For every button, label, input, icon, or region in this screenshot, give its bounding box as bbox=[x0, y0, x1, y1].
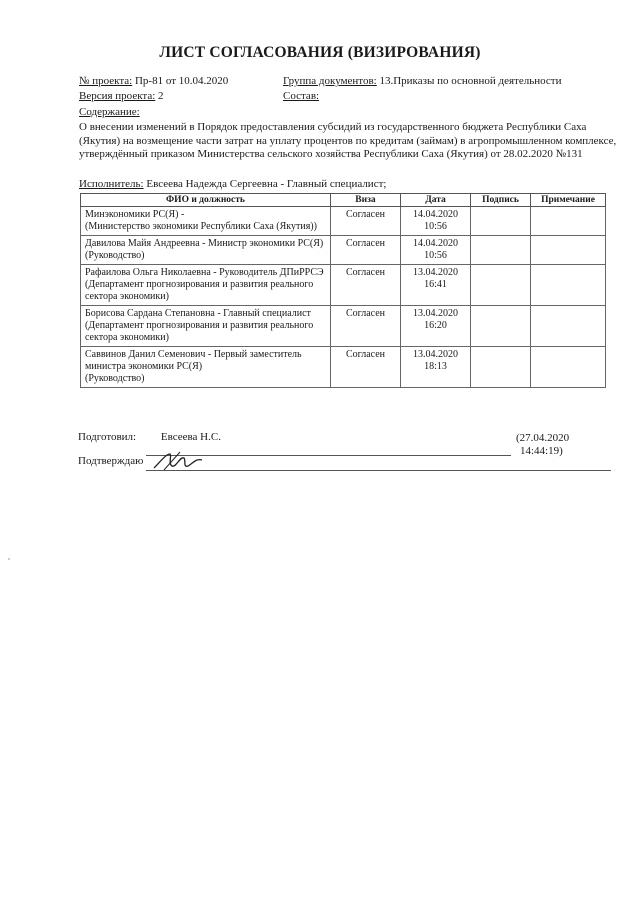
approver-name bbox=[81, 347, 331, 388]
note-cell bbox=[531, 306, 606, 347]
approver-name bbox=[81, 207, 331, 236]
visa-cell: Согласен bbox=[331, 265, 401, 306]
prepared-by bbox=[78, 431, 221, 443]
project-number bbox=[79, 75, 228, 87]
document-group-value: 13.Приказы по основной деятельности bbox=[379, 75, 562, 87]
approval-table bbox=[80, 193, 606, 388]
date-cell bbox=[401, 236, 471, 265]
visa-cell: Согласен bbox=[331, 306, 401, 347]
composition bbox=[283, 90, 319, 102]
approval-time: 18:13 bbox=[424, 361, 447, 372]
approver-department: (Департамент прогнозирования и развития реального сектора экономики) bbox=[85, 320, 314, 343]
approver-position: Саввинов Данил Семенович - Первый заместитель министра экономики РС(Я) bbox=[85, 349, 302, 372]
date-cell bbox=[401, 207, 471, 236]
scan-speck bbox=[8, 558, 10, 560]
signature-cell bbox=[471, 236, 531, 265]
document-title: ЛИСТ СОГЛАСОВАНИЯ (ВИЗИРОВАНИЯ) bbox=[159, 44, 481, 61]
visa-cell: Согласен bbox=[331, 347, 401, 388]
prepared-value: Евсеева Н.С. bbox=[160, 431, 221, 443]
approver-position: Рафаилова Ольга Николаевна - Руководитель ДПиРРСЭ bbox=[85, 267, 324, 278]
approve-label: Подтверждаю bbox=[78, 455, 144, 467]
header-name: ФИО и должность bbox=[81, 194, 331, 207]
header-signature: Подпись bbox=[471, 194, 531, 207]
table-row bbox=[81, 306, 606, 347]
executor-value: Евсеева Надежда Сергеевна - Главный специалист; bbox=[146, 178, 387, 190]
project-number-value: Пр-81 от 10.04.2020 bbox=[134, 75, 229, 87]
approve-line bbox=[146, 470, 611, 471]
approval-date: 14.04.2020 bbox=[413, 238, 458, 249]
header-note: Примечание bbox=[531, 194, 606, 207]
note-cell bbox=[531, 236, 606, 265]
project-version-label: Версия проекта: bbox=[79, 90, 156, 102]
approver-department: (Департамент прогнозирования и развития реального сектора экономики) bbox=[85, 279, 314, 302]
header-visa: Виза bbox=[331, 194, 401, 207]
content-heading bbox=[79, 106, 140, 118]
content-label: Содержание: bbox=[79, 106, 140, 118]
approver-position: Минэкономики РС(Я) - bbox=[85, 209, 185, 220]
executor bbox=[79, 178, 386, 190]
approval-time: 16:20 bbox=[424, 320, 447, 331]
approval-time: 16:41 bbox=[424, 279, 447, 290]
approver-name bbox=[81, 236, 331, 265]
table-row bbox=[81, 265, 606, 306]
project-version-value: 2 bbox=[158, 90, 164, 102]
date-cell bbox=[401, 265, 471, 306]
approver-name bbox=[81, 265, 331, 306]
project-version bbox=[79, 90, 164, 102]
table-row bbox=[81, 207, 606, 236]
signature-cell bbox=[471, 347, 531, 388]
composition-label: Состав: bbox=[283, 90, 320, 102]
note-cell bbox=[531, 265, 606, 306]
table-row bbox=[81, 236, 606, 265]
approver-department: (Руководство) bbox=[85, 250, 145, 261]
approval-date: 13.04.2020 bbox=[413, 267, 458, 278]
note-cell bbox=[531, 347, 606, 388]
approver-department: (Министерство экономики Республики Саха (Якутия)) bbox=[85, 221, 317, 232]
prepared-label: Подготовил: bbox=[78, 431, 137, 443]
approval-date: 13.04.2020 bbox=[413, 308, 458, 319]
signature-cell bbox=[471, 265, 531, 306]
table-row bbox=[81, 347, 606, 388]
note-cell bbox=[531, 207, 606, 236]
stamp-time: 14:44:19) bbox=[520, 445, 563, 457]
signature-cell bbox=[471, 207, 531, 236]
header-date: Дата bbox=[401, 194, 471, 207]
document-group-label: Группа документов: bbox=[283, 75, 377, 87]
visa-cell: Согласен bbox=[331, 207, 401, 236]
visa-cell: Согласен bbox=[331, 236, 401, 265]
approver-position: Давилова Майя Андреевна - Министр экономики РС(Я) bbox=[85, 238, 324, 249]
executor-label: Исполнитель: bbox=[79, 178, 144, 190]
approver-position: Борисова Сардана Степановна - Главный специалист bbox=[85, 308, 311, 319]
approver-name bbox=[81, 306, 331, 347]
table-header-row bbox=[81, 194, 606, 207]
signature-cell bbox=[471, 306, 531, 347]
stamp-date: (27.04.2020 bbox=[516, 432, 570, 444]
approval-date: 14.04.2020 bbox=[413, 209, 458, 220]
date-cell bbox=[401, 306, 471, 347]
content-text: О внесении изменений в Порядок предоставления субсидий из государственного бюджета Республики Саха (Якутия) на возмещение части затрат на уплату процентов по кредитам (займам) в агропромышленном комплексе, утверждённый приказом Министерства сельского хозяйства Республики Саха (Якутия) от 28.02.2020 №131 bbox=[79, 121, 617, 160]
approver-department: (Руководство) bbox=[85, 373, 145, 384]
project-number-label: № проекта: bbox=[79, 75, 133, 87]
document-group bbox=[283, 75, 561, 87]
approval-time: 10:56 bbox=[424, 221, 447, 232]
approval-date: 13.04.2020 bbox=[413, 349, 458, 360]
approval-time: 10:56 bbox=[424, 250, 447, 261]
date-cell bbox=[401, 347, 471, 388]
